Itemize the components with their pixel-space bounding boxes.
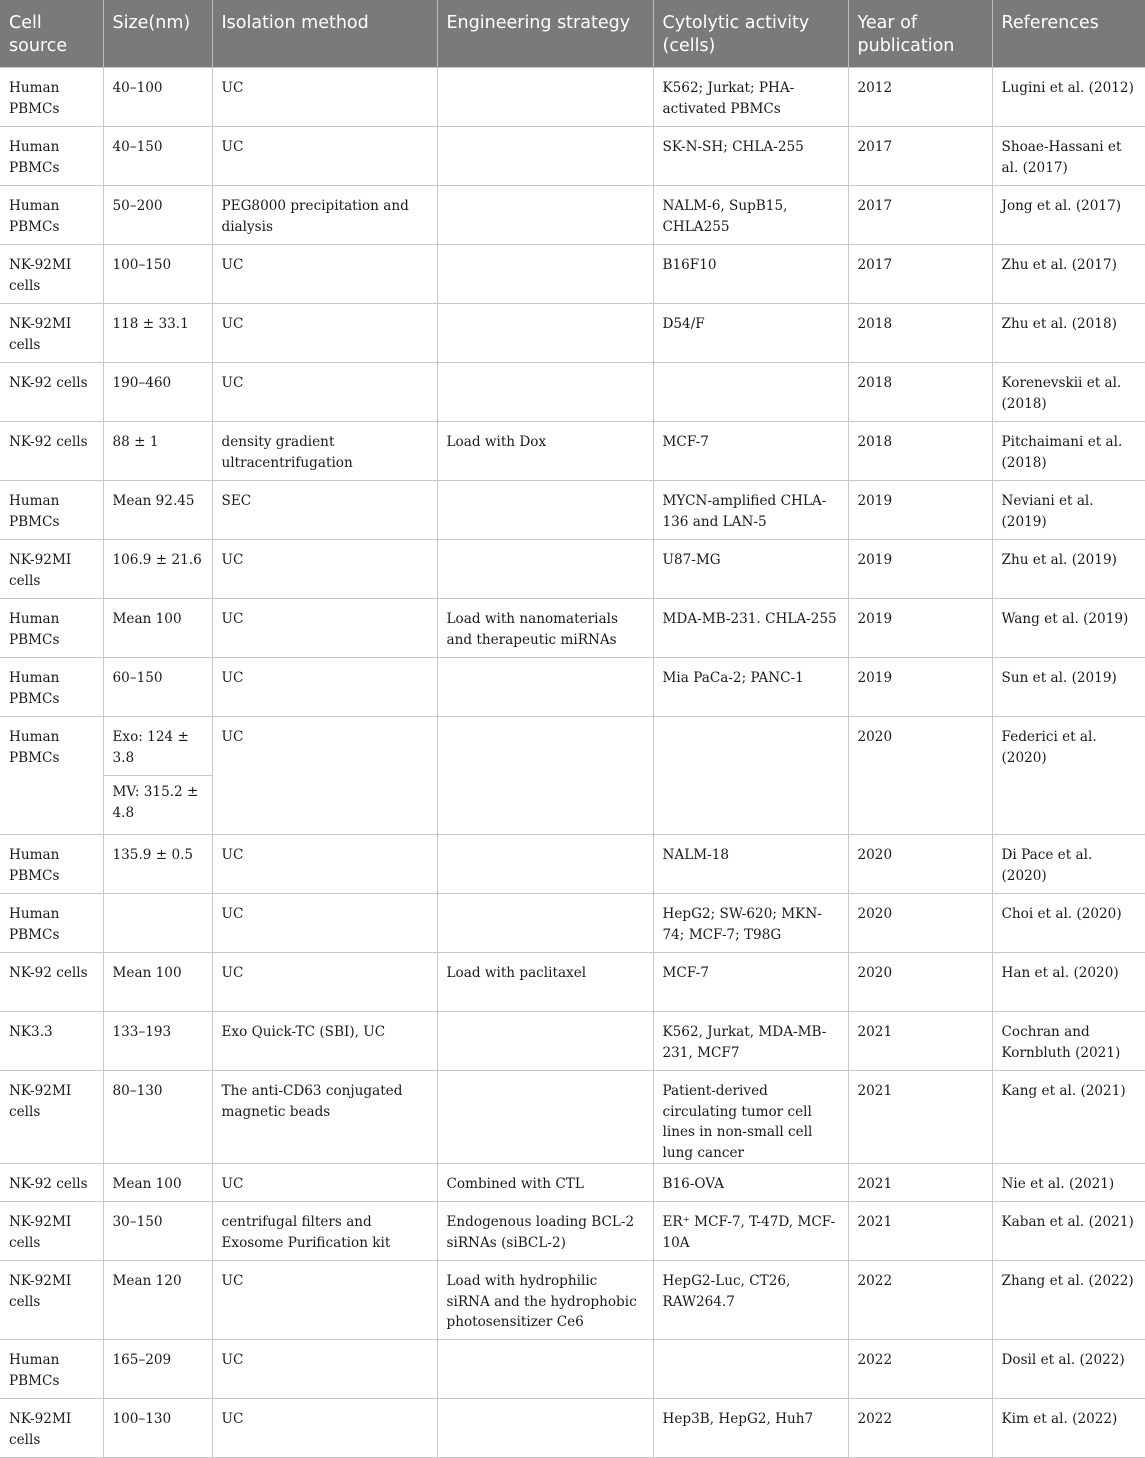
cell-year: 2020 [848,894,992,953]
cell-reference: Wang et al. (2019) [992,599,1145,658]
cell-year: 2022 [848,1399,992,1458]
cell-cell-source: NK-92MI cells [0,1261,103,1340]
cell-engineering-strategy: Load with Dox [437,422,653,481]
cell-cell-source: NK-92 cells [0,953,103,1012]
cell-size: 118 ± 33.1 [103,304,212,363]
cell-cell-source: NK-92MI cells [0,1202,103,1261]
table-row [0,1071,1145,1164]
cell-isolation-method: PEG8000 precipitation and dialysis [212,186,437,245]
cell-year: 2022 [848,1261,992,1340]
cell-size: MV: 315.2 ± 4.8 [103,776,212,835]
table-row [0,717,1145,776]
cell-year: 2019 [848,481,992,540]
table-row [0,363,1145,422]
cell-cytolytic-activity: Mia PaCa-2; PANC-1 [653,658,848,717]
cell-size: 106.9 ± 21.6 [103,540,212,599]
cell-reference: Jong et al. (2017) [992,186,1145,245]
cell-cytolytic-activity: MCF-7 [653,953,848,1012]
cell-reference: Korenevskii et al. (2018) [992,363,1145,422]
table-row [0,1164,1145,1202]
cell-cell-source: NK-92 cells [0,1164,103,1202]
cell-size: 50–200 [103,186,212,245]
cell-year: 2017 [848,127,992,186]
cell-cell-source: NK3.3 [0,1012,103,1071]
cell-isolation-method: UC [212,894,437,953]
cell-year: 2020 [848,953,992,1012]
cell-cell-source: Human PBMCs [0,1340,103,1399]
table-row [0,186,1145,245]
cell-cytolytic-activity: HepG2; SW-620; MKN-74; MCF-7; T98G [653,894,848,953]
cell-engineering-strategy [437,127,653,186]
header-row [0,0,1145,68]
cell-year: 2018 [848,422,992,481]
cell-cell-source: NK-92MI cells [0,304,103,363]
cell-cytolytic-activity: Hep3B, HepG2, Huh7 [653,1399,848,1458]
cell-engineering-strategy [437,68,653,127]
cell-reference: Zhu et al. (2017) [992,245,1145,304]
cell-cell-source: NK-92MI cells [0,1399,103,1458]
table-row [0,599,1145,658]
table-row [0,1012,1145,1071]
cell-cytolytic-activity: NALM-18 [653,835,848,894]
table-row [0,658,1145,717]
cell-cytolytic-activity [653,1340,848,1399]
header-engineering-strategy: Engineering strategy [437,0,653,68]
cell-cell-source: Human PBMCs [0,658,103,717]
cell-engineering-strategy [437,540,653,599]
cell-cytolytic-activity: MYCN-amplified CHLA-136 and LAN-5 [653,481,848,540]
table-row [0,304,1145,363]
cell-reference: Choi et al. (2020) [992,894,1145,953]
cell-cytolytic-activity: HepG2-Luc, CT26, RAW264.7 [653,1261,848,1340]
cell-isolation-method: density gradient ultracentrifugation [212,422,437,481]
cell-cell-source: Human PBMCs [0,481,103,540]
cell-isolation-method: UC [212,953,437,1012]
cell-engineering-strategy [437,894,653,953]
cell-engineering-strategy [437,304,653,363]
cell-engineering-strategy: Combined with CTL [437,1164,653,1202]
cell-year: 2020 [848,717,992,835]
cell-cell-source: NK-92MI cells [0,540,103,599]
cell-reference: Cochran and Kornbluth (2021) [992,1012,1145,1071]
cell-isolation-method: UC [212,68,437,127]
cell-isolation-method: UC [212,658,437,717]
cell-engineering-strategy [437,363,653,422]
cell-engineering-strategy [437,717,653,835]
cell-isolation-method: centrifugal filters and Exosome Purification kit [212,1202,437,1261]
cell-engineering-strategy [437,658,653,717]
cell-reference: Zhang et al. (2022) [992,1261,1145,1340]
cell-engineering-strategy: Load with hydrophilic siRNA and the hydrophobic photosensitizer Ce6 [437,1261,653,1340]
cell-cytolytic-activity: K562, Jurkat, MDA-MB-231, MCF7 [653,1012,848,1071]
table-row [0,1399,1145,1458]
cell-year: 2020 [848,835,992,894]
cell-cytolytic-activity: B16-OVA [653,1164,848,1202]
cell-cell-source: NK-92 cells [0,363,103,422]
cell-isolation-method: SEC [212,481,437,540]
cell-reference: Dosil et al. (2022) [992,1340,1145,1399]
cell-engineering-strategy [437,1012,653,1071]
cell-engineering-strategy: Load with nanomaterials and therapeutic miRNAs [437,599,653,658]
cell-engineering-strategy [437,1071,653,1164]
cell-cytolytic-activity: MDA-MB-231. CHLA-255 [653,599,848,658]
header-year: Year of publication [848,0,992,68]
cell-cytolytic-activity [653,717,848,835]
cell-engineering-strategy [437,186,653,245]
cell-isolation-method: UC [212,245,437,304]
cell-cell-source: Human PBMCs [0,835,103,894]
cell-reference: Zhu et al. (2018) [992,304,1145,363]
cell-isolation-method: UC [212,1164,437,1202]
cell-year: 2021 [848,1202,992,1261]
table-row [0,1340,1145,1399]
cell-cell-source: Human PBMCs [0,127,103,186]
table-row [0,835,1145,894]
cell-size: 60–150 [103,658,212,717]
cell-size: Mean 120 [103,1261,212,1340]
cell-reference: Kim et al. (2022) [992,1399,1145,1458]
cell-isolation-method: UC [212,1340,437,1399]
cell-year: 2021 [848,1164,992,1202]
cell-isolation-method: UC [212,1399,437,1458]
cell-size: Mean 92.45 [103,481,212,540]
cell-engineering-strategy: Load with paclitaxel [437,953,653,1012]
cell-size: 133–193 [103,1012,212,1071]
header-size: Size(nm) [103,0,212,68]
cell-isolation-method: The anti-CD63 conjugated magnetic beads [212,1071,437,1164]
cell-year: 2017 [848,186,992,245]
cell-size: 100–150 [103,245,212,304]
cell-cytolytic-activity [653,363,848,422]
cell-cytolytic-activity: NALM-6, SupB15, CHLA255 [653,186,848,245]
cell-isolation-method: Exo Quick-TC (SBI), UC [212,1012,437,1071]
table-row [0,540,1145,599]
cell-isolation-method: UC [212,540,437,599]
table-body [0,68,1145,1458]
table-row [0,127,1145,186]
header-isolation-method: Isolation method [212,0,437,68]
table-row [0,481,1145,540]
table-row [0,1202,1145,1261]
header-cell-source: Cell source [0,0,103,68]
cell-cytolytic-activity: K562; Jurkat; PHA-activated PBMCs [653,68,848,127]
cell-reference: Di Pace et al. (2020) [992,835,1145,894]
cell-cytolytic-activity: MCF-7 [653,422,848,481]
table-row [0,422,1145,481]
table-row [0,245,1145,304]
cell-size: 40–100 [103,68,212,127]
cell-size: Mean 100 [103,599,212,658]
cell-size: 135.9 ± 0.5 [103,835,212,894]
cell-cell-source: Human PBMCs [0,186,103,245]
cell-reference: Federici et al. (2020) [992,717,1145,835]
cell-isolation-method: UC [212,599,437,658]
cell-year: 2018 [848,363,992,422]
cell-reference: Neviani et al. (2019) [992,481,1145,540]
cell-reference: Han et al. (2020) [992,953,1145,1012]
cell-isolation-method: UC [212,1261,437,1340]
cell-reference: Sun et al. (2019) [992,658,1145,717]
cell-engineering-strategy [437,1340,653,1399]
cell-engineering-strategy [437,245,653,304]
table-row [0,1261,1145,1340]
cell-year: 2018 [848,304,992,363]
cell-cell-source: Human PBMCs [0,717,103,835]
cell-year: 2021 [848,1012,992,1071]
cell-cell-source: NK-92MI cells [0,245,103,304]
cell-size: 100–130 [103,1399,212,1458]
cell-year: 2022 [848,1340,992,1399]
cell-reference: Shoae-Hassani et al. (2017) [992,127,1145,186]
cell-size: 190–460 [103,363,212,422]
cell-engineering-strategy: Endogenous loading BCL-2 siRNAs (siBCL-2) [437,1202,653,1261]
cell-year: 2019 [848,658,992,717]
cell-cytolytic-activity: Patient-derived circulating tumor cell lines in non-small cell lung cancer [653,1071,848,1164]
cell-cell-source: Human PBMCs [0,599,103,658]
cell-engineering-strategy [437,835,653,894]
cell-cytolytic-activity: B16F10 [653,245,848,304]
cell-isolation-method: UC [212,717,437,835]
cell-year: 2019 [848,540,992,599]
cell-cytolytic-activity: U87-MG [653,540,848,599]
cell-cell-source: Human PBMCs [0,894,103,953]
cell-reference: Zhu et al. (2019) [992,540,1145,599]
cell-cytolytic-activity: ER⁺ MCF-7, T-47D, MCF-10A [653,1202,848,1261]
cell-isolation-method: UC [212,835,437,894]
cell-size: 80–130 [103,1071,212,1164]
cell-cell-source: NK-92 cells [0,422,103,481]
header-cytolytic-activity: Cytolytic activity (cells) [653,0,848,68]
cell-year: 2017 [848,245,992,304]
cell-year: 2012 [848,68,992,127]
cell-size: 88 ± 1 [103,422,212,481]
cell-year: 2019 [848,599,992,658]
cell-isolation-method: UC [212,363,437,422]
cell-cytolytic-activity: D54/F [653,304,848,363]
header-references: References [992,0,1145,68]
cell-year: 2021 [848,1071,992,1164]
cell-size: Mean 100 [103,953,212,1012]
cell-reference: Kaban et al. (2021) [992,1202,1145,1261]
cell-engineering-strategy [437,481,653,540]
cell-size: 40–150 [103,127,212,186]
cell-reference: Kang et al. (2021) [992,1071,1145,1164]
table-row [0,68,1145,127]
cell-engineering-strategy [437,1399,653,1458]
cell-cytolytic-activity: SK-N-SH; CHLA-255 [653,127,848,186]
cell-size: 165–209 [103,1340,212,1399]
cell-isolation-method: UC [212,304,437,363]
cell-isolation-method: UC [212,127,437,186]
table-row [0,953,1145,1012]
cell-size: Exo: 124 ± 3.8 [103,717,212,776]
cell-reference: Lugini et al. (2012) [992,68,1145,127]
cell-size [103,894,212,953]
cell-size: 30–150 [103,1202,212,1261]
cell-reference: Pitchaimani et al. (2018) [992,422,1145,481]
cell-cell-source: Human PBMCs [0,68,103,127]
table-row [0,894,1145,953]
cell-reference: Nie et al. (2021) [992,1164,1145,1202]
cell-cell-source: NK-92MI cells [0,1071,103,1164]
cell-size: Mean 100 [103,1164,212,1202]
